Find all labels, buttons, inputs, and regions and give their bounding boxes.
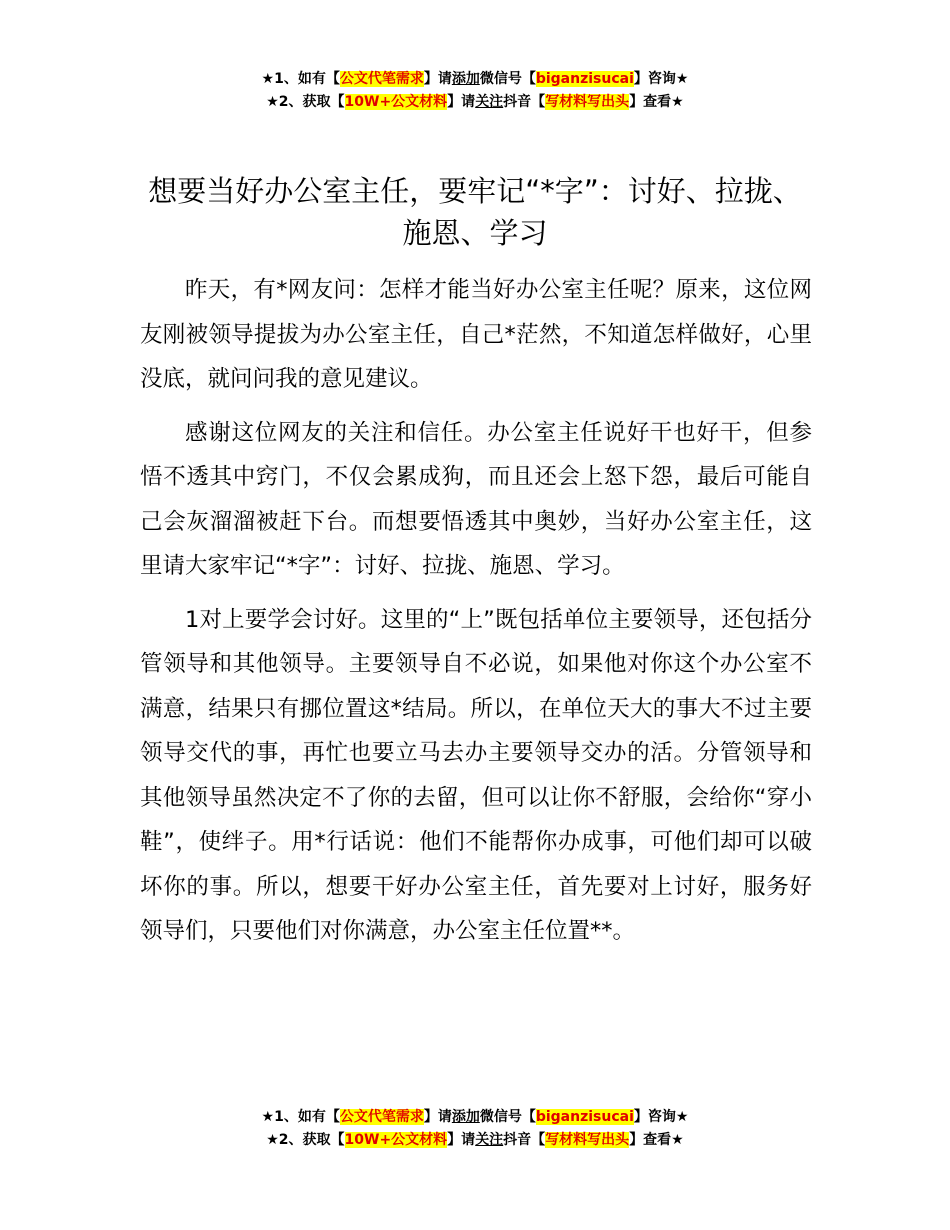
banner-text: 】查看★	[629, 94, 684, 110]
banner-text: ★2、获取【	[266, 94, 345, 110]
banner-text: 】请	[423, 1109, 452, 1125]
header-banner	[0, 68, 950, 114]
banner-text: 抖音【	[503, 1132, 546, 1148]
paragraph: 昨天，有*网友问：怎样才能当好办公室主任呢？原来，这位网友刚被领导提拔为办公室主任，自己*茫然，不知道怎样做好，心里没底，就问问我的意见建议。	[140, 277, 812, 392]
banner-highlight: 10W+公文材料	[344, 94, 448, 110]
banner-text: 抖音【	[503, 94, 546, 110]
document-body	[140, 268, 812, 963]
paragraph: 感谢这位网友的关注和信任。办公室主任说好干也好干，但参悟不透其中窍门，不仅会累成狗，而且还会上怒下怨，最后可能自己会灰溜溜被赶下台。而想要悟透其中奥妙，当好办公室主任，这里请大家牢记“*字”：讨好、拉拢、施恩、学习。	[140, 419, 812, 579]
banner-douyin-id: 写材料写出头	[545, 94, 630, 110]
banner-wechat-id: biganzisucai	[535, 1109, 634, 1125]
page-title: 想要当好办公室主任，要牢记“*字”：讨好、拉拢、施恩、学习	[148, 174, 802, 250]
banner-line-2	[0, 91, 950, 114]
banner-text: 】请	[423, 71, 452, 87]
banner-text: 】咨询★	[633, 71, 689, 87]
banner-underlined: 关注	[475, 94, 504, 110]
banner-line-1	[0, 68, 950, 91]
banner-underlined: 关注	[475, 1132, 504, 1148]
banner-text: 微信号【	[479, 71, 536, 87]
banner-text: 】请	[447, 94, 476, 110]
banner-text: ★2、获取【	[266, 1132, 345, 1148]
banner-text: 微信号【	[479, 1109, 536, 1125]
banner-highlight: 10W+公文材料	[344, 1132, 448, 1148]
banner-underlined: 添加	[451, 71, 480, 87]
banner-text: 】查看★	[629, 1132, 684, 1148]
banner-text: 】请	[447, 1132, 476, 1148]
banner-line-1	[0, 1106, 950, 1129]
banner-text: 】咨询★	[633, 1109, 689, 1125]
banner-underlined: 添加	[451, 1109, 480, 1125]
banner-highlight: 公文代笔需求	[339, 71, 424, 87]
footer-banner	[0, 1106, 950, 1152]
banner-text: ★1、如有【	[261, 71, 340, 87]
banner-wechat-id: biganzisucai	[535, 71, 634, 87]
paragraph: 1对上要学会讨好。这里的“上”既包括单位主要领导，还包括分管领导和其他领导。主要领导自不必说，如果他对你这个办公室不满意，结果只有挪位置这*结局。所以，在单位天大的事大不过主要领导交代的事，再忙也要立马去办主要领导交办的活。分管领导和其他领导虽然决定不了你的去留，但可以让你不舒服，会给你“穿小鞋”，使绊子。用*行话说：他们不能帮你办成事，可他们却可以破坏你的事。所以，想要干好办公室主任，首先要对上讨好，服务好领导们，只要他们对你满意，办公室主任位置**。	[140, 606, 812, 944]
banner-line-2	[0, 1129, 950, 1152]
banner-douyin-id: 写材料写出头	[545, 1132, 630, 1148]
banner-text: ★1、如有【	[261, 1109, 340, 1125]
banner-highlight: 公文代笔需求	[339, 1109, 424, 1125]
